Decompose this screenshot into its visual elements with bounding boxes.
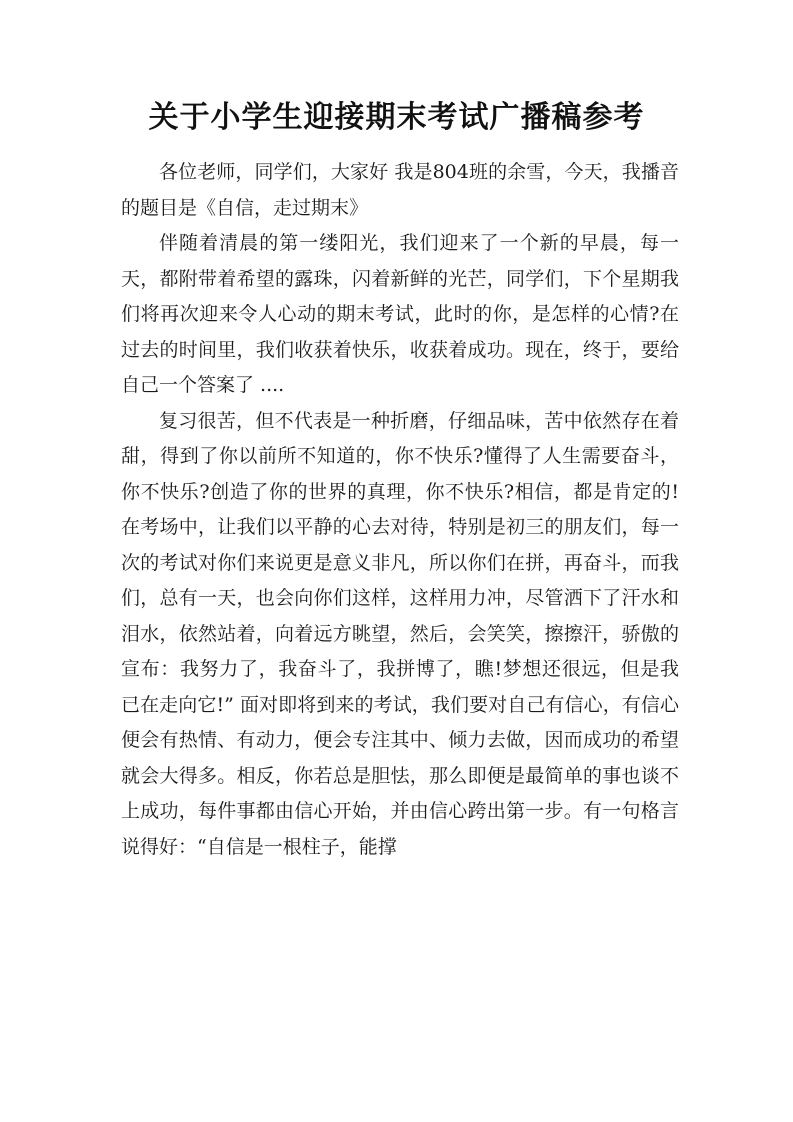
paragraph-greeting: 各位老师，同学们，大家好 我是804班的余雪，今天，我播音的题目是《自信，走过期末》 [121, 161, 679, 219]
paragraph-review: 复习很苦，但不代表是一种折磨，仔细品味，苦中依然存在着甜，得到了你以前所不知道的，你不快乐?懂得了人生需要奋斗，你不快乐?创造了你的世界的真理，你不快乐?相信，都是肯定的!在考场中，让我们以平静的心去对待，特别是初三的朋友们，每一次的考试对你们来说更是意义非凡，所以你们在拼，再奋斗，而我们，总有一天，也会向你们这样，这样用力冲，尽管洒下了汗水和泪水，依然站着，向着远方眺望，然后，会笑笑，擦擦汗，骄傲的宣布：我努力了，我奋斗了，我拼博了，瞧!梦想还很远，但是我已在走向它!” 面对即将到来的考试，我们要对自己有信心，有信心便会有热情、有动力，便会专注其中、倾力去做，因而成功的希望就会大得多。相反，你若总是胆怯，那么即便是最简单的事也谈不上成功，每件事都由信心开始，并由信心跨出第一步。有一句格言说得好：“自信是一根柱子，能撑 [121, 409, 679, 858]
paragraph-morning: 伴随着清晨的第一缕阳光，我们迎来了一个新的早晨，每一天，都附带着希望的露珠，闪着新鲜的光芒，同学们，下个星期我们将再次迎来令人心动的期末考试，此时的你，是怎样的心情?在过去的时间里，我们收获着快乐，收获着成功。现在，终于，要给自己一个答案了 .... [121, 232, 679, 396]
document-body [121, 155, 679, 865]
document-title: 关于小学生迎接期末考试广播稿参考 [148, 100, 645, 135]
